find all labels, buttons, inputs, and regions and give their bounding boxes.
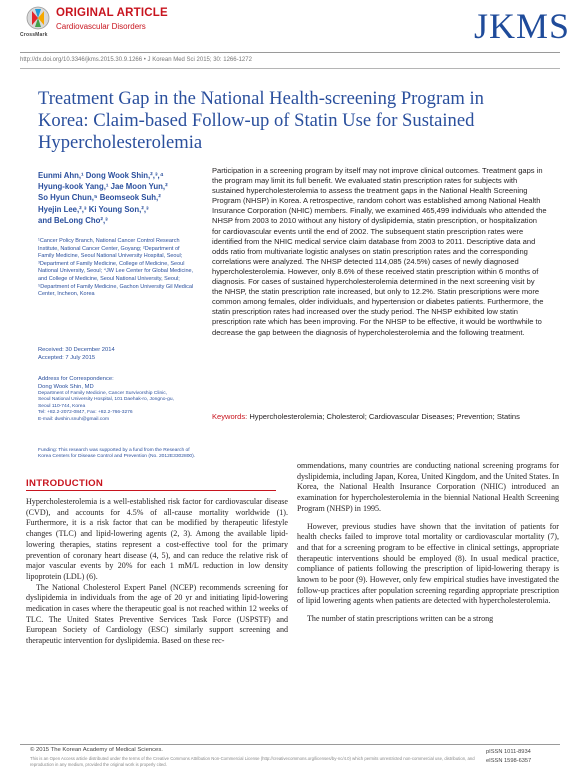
section-heading-underline <box>26 490 276 491</box>
body-paragraph: ommendations, many countries are conducting national screening programs for dyslipidemia, including Japan, Korea, United Kingdom, and the United States. In Korea, the National Health Insurance Corporation (NHIC) introduced an examination for hypercholesterolemia in the biennial National Health Screening Program (NHSP) in 1995. <box>297 461 559 513</box>
correspondence-line: Seoul 110-744, Korea <box>38 403 86 409</box>
author-line: Hyung-kook Yang,¹ Jae Moon Yun,² <box>38 182 168 192</box>
license-notice: This is an Open Access article distributed under the terms of the Creative Commons Attribution Non-Commercial License (http://creativecommons.org/licenses/by-nc/4.0) which permits unrestricted non-commercial use, distribution, and reproduction in any medium, provided the original work is properly cited. <box>30 756 475 767</box>
correspondence-label: Address for Correspondence: <box>38 376 114 382</box>
correspondence-line: Tel: +82.2-2072-0847, Fax: +82.2-766-3276 <box>38 410 133 416</box>
correspondence-block <box>38 375 198 423</box>
issn-block <box>486 748 550 766</box>
section-heading-introduction: INTRODUCTION <box>26 478 104 489</box>
doi-citation-line[interactable]: http://dx.doi.org/10.3346/jkms.2015.30.9.1266 • J Korean Med Sci 2015; 30: 1266-1272 <box>20 57 252 63</box>
body-paragraph: The number of statin prescriptions written can be a strong <box>307 614 494 624</box>
crossmark-label: CrossMark <box>20 32 48 38</box>
keywords-list: Hypercholesterolemia; Cholesterol; Cardiovascular Diseases; Prevention; Statins <box>249 412 520 421</box>
eissn: eISSN 1598-6357 <box>486 758 532 764</box>
author-line: Eunmi Ahn,¹ Dong Wook Shin,²,³,⁴ <box>38 171 164 180</box>
article-title: Treatment Gap in the National Health-screening Program in Korea: Claim-based Follow-up of Statin Use for Sustained Hypercholesterolemia <box>38 88 484 153</box>
footer-divider <box>20 744 560 745</box>
author-line: and BeLong Cho²,³ <box>38 215 108 225</box>
copyright-notice: © 2015 The Korean Academy of Medical Sciences. <box>30 747 163 753</box>
author-line: So Hyun Chun,⁵ Beomseok Suh,² <box>38 193 161 203</box>
article-type-label: ORIGINAL ARTICLE <box>56 7 168 19</box>
crossmark-icon[interactable] <box>26 6 50 32</box>
correspondence-line: Department of Family Medicine, Cancer Survivorship Clinic, <box>38 391 168 396</box>
received-date: Received: 30 December 2014 <box>38 347 115 353</box>
correspondence-email[interactable]: E-mail: dwshin.snuh@gmail.com <box>38 416 110 422</box>
affiliations: ¹Cancer Policy Branch, National Cancer Control Research Institute, National Cancer Center, Goyang; ²Department of Family Medicine, Seoul National University Hospital, Seoul; ³Department of Family Medicine, College of Medicine, Seoul National University, Seoul; ⁴JW Lee Center for Global Medicine, and College of Medicine, Seoul National University, Seoul; ⁵Department of Family Medicine, Gachon University Gil Medical Center, Incheon, Korea <box>38 238 194 298</box>
article-dates <box>38 346 198 363</box>
funding-note: Funding: This research was supported by a fund from the Research of Korea Centers for Disease Control and Prevention (No. 2012E3302800). <box>38 448 196 460</box>
header-divider <box>20 52 560 53</box>
doi-divider <box>20 68 560 69</box>
article-category-label: Cardiovascular Disorders <box>56 22 146 31</box>
keywords-label: Keywords: <box>212 412 248 421</box>
journal-logo: JKMS <box>474 6 571 46</box>
abstract-text: Participation in a screening program by itself may not improve clinical outcomes. Treatment gaps in the program may limit its full benefit. We evaluated statin prescription rates for subjects with sustained hypercholesterolemia to assess the treatment gaps in the National Health Screening Program (NHSP) in Korea. A retrospective, random cohort was established among National Health Insurance Corporation (NHIC) members. Finally, we examined 465,499 individuals who attended the NHSP from 2003 to 2010 without any history of dyslipidemia, statin prescription, or hospitalization for cardiovascular events until the end of 2002. The subsequent statin prescription rates were identified from the NHIC medical service claim database from 2003 to 2011. Descriptive data and odds ratio from multivariate logistic analyses on statin prescription rates and the corresponding correlations were analyzed. The NHSP detected 114,085 (24.5%) cases of newly diagnosed hypercholesterolemia. However, only 8.6% of these received statin prescription within 6 months of diagnosis. For cases of sustained hypercholesterolemia determined in the next screening visit by the NHSP, the statin prescription rate increased, but only to 12.2%. Statin prescriptions were more common among females, older individuals, and hypertension or diabetes patients. Furthermore, the statin prescription rates had increased over the study period. The NHSP exhibited low statin prescription rate which has been improving. For the NHSP to be effective, it would be worthwhile to decrease the gap between the diagnosis of hypercholesterolemia and the following treatment. <box>212 166 547 337</box>
keywords-block <box>212 412 547 422</box>
author-line: Hyejin Lee,²,³ Ki Young Son,²,³ <box>38 204 149 214</box>
pissn: pISSN 1011-8934 <box>486 749 531 755</box>
body-paragraph: However, previous studies have shown that the invitation of patients for health checks failed to improve total mortality or cardiovascular mortality (7), and that for a screening program to be effective in clinical settings, appropriate therapeutic interventions should be employed (8). In usual medical practice, compliance of patients following the prescription of lipid-lowering therapy is known to be poor (9). However, only few empirical studies have investigated the follow-up practices after population screening regarding appropriate prescription of lipid lowering agents when patients are detected with hypercholesterolemia. <box>297 521 559 606</box>
accepted-date: Accepted: 7 July 2015 <box>38 355 96 362</box>
correspondence-name: Dong Wook Shin, MD <box>38 384 94 390</box>
body-paragraph: Hypercholesterolemia is a well-established risk factor for cardiovascular disease (CVD), and accounts for 4.5% of all-cause mortality worldwide (1). Furthermore, it is a risk factor that can be modified by therapeutic lifestyle changes (TLC) and lipid-lowering agents (2, 3). Among the available lipid-lowering therapies, statins represent a cost-effective tool for the primary prevention of coronary heart disease (4, 5), and can reduce the relative risk of major vascular events by 20% for each 1 mM/L reduction in low density lipoprotein (LDL) (6). <box>26 497 288 581</box>
body-paragraph: The National Cholesterol Expert Panel (NCEP) recommends screening for dyslipidemia in individuals from the age of 20 yr and initiating lipid-lowering medication in cases where the therapeutic goal is not reached within 12 weeks of TLC. The United States Preventive Services Task Force (USPSTF) and European Society of Cardiology (ESC) similarly support screening and therapeutic intervention for dyslipidemia. Based on these rec- <box>26 582 288 646</box>
body-column-right <box>297 461 559 625</box>
author-list <box>38 170 198 226</box>
body-column-left <box>26 497 288 647</box>
correspondence-line: Seoul National University Hospital, 101 Daehak-ro, Jongno-gu, <box>38 397 174 403</box>
